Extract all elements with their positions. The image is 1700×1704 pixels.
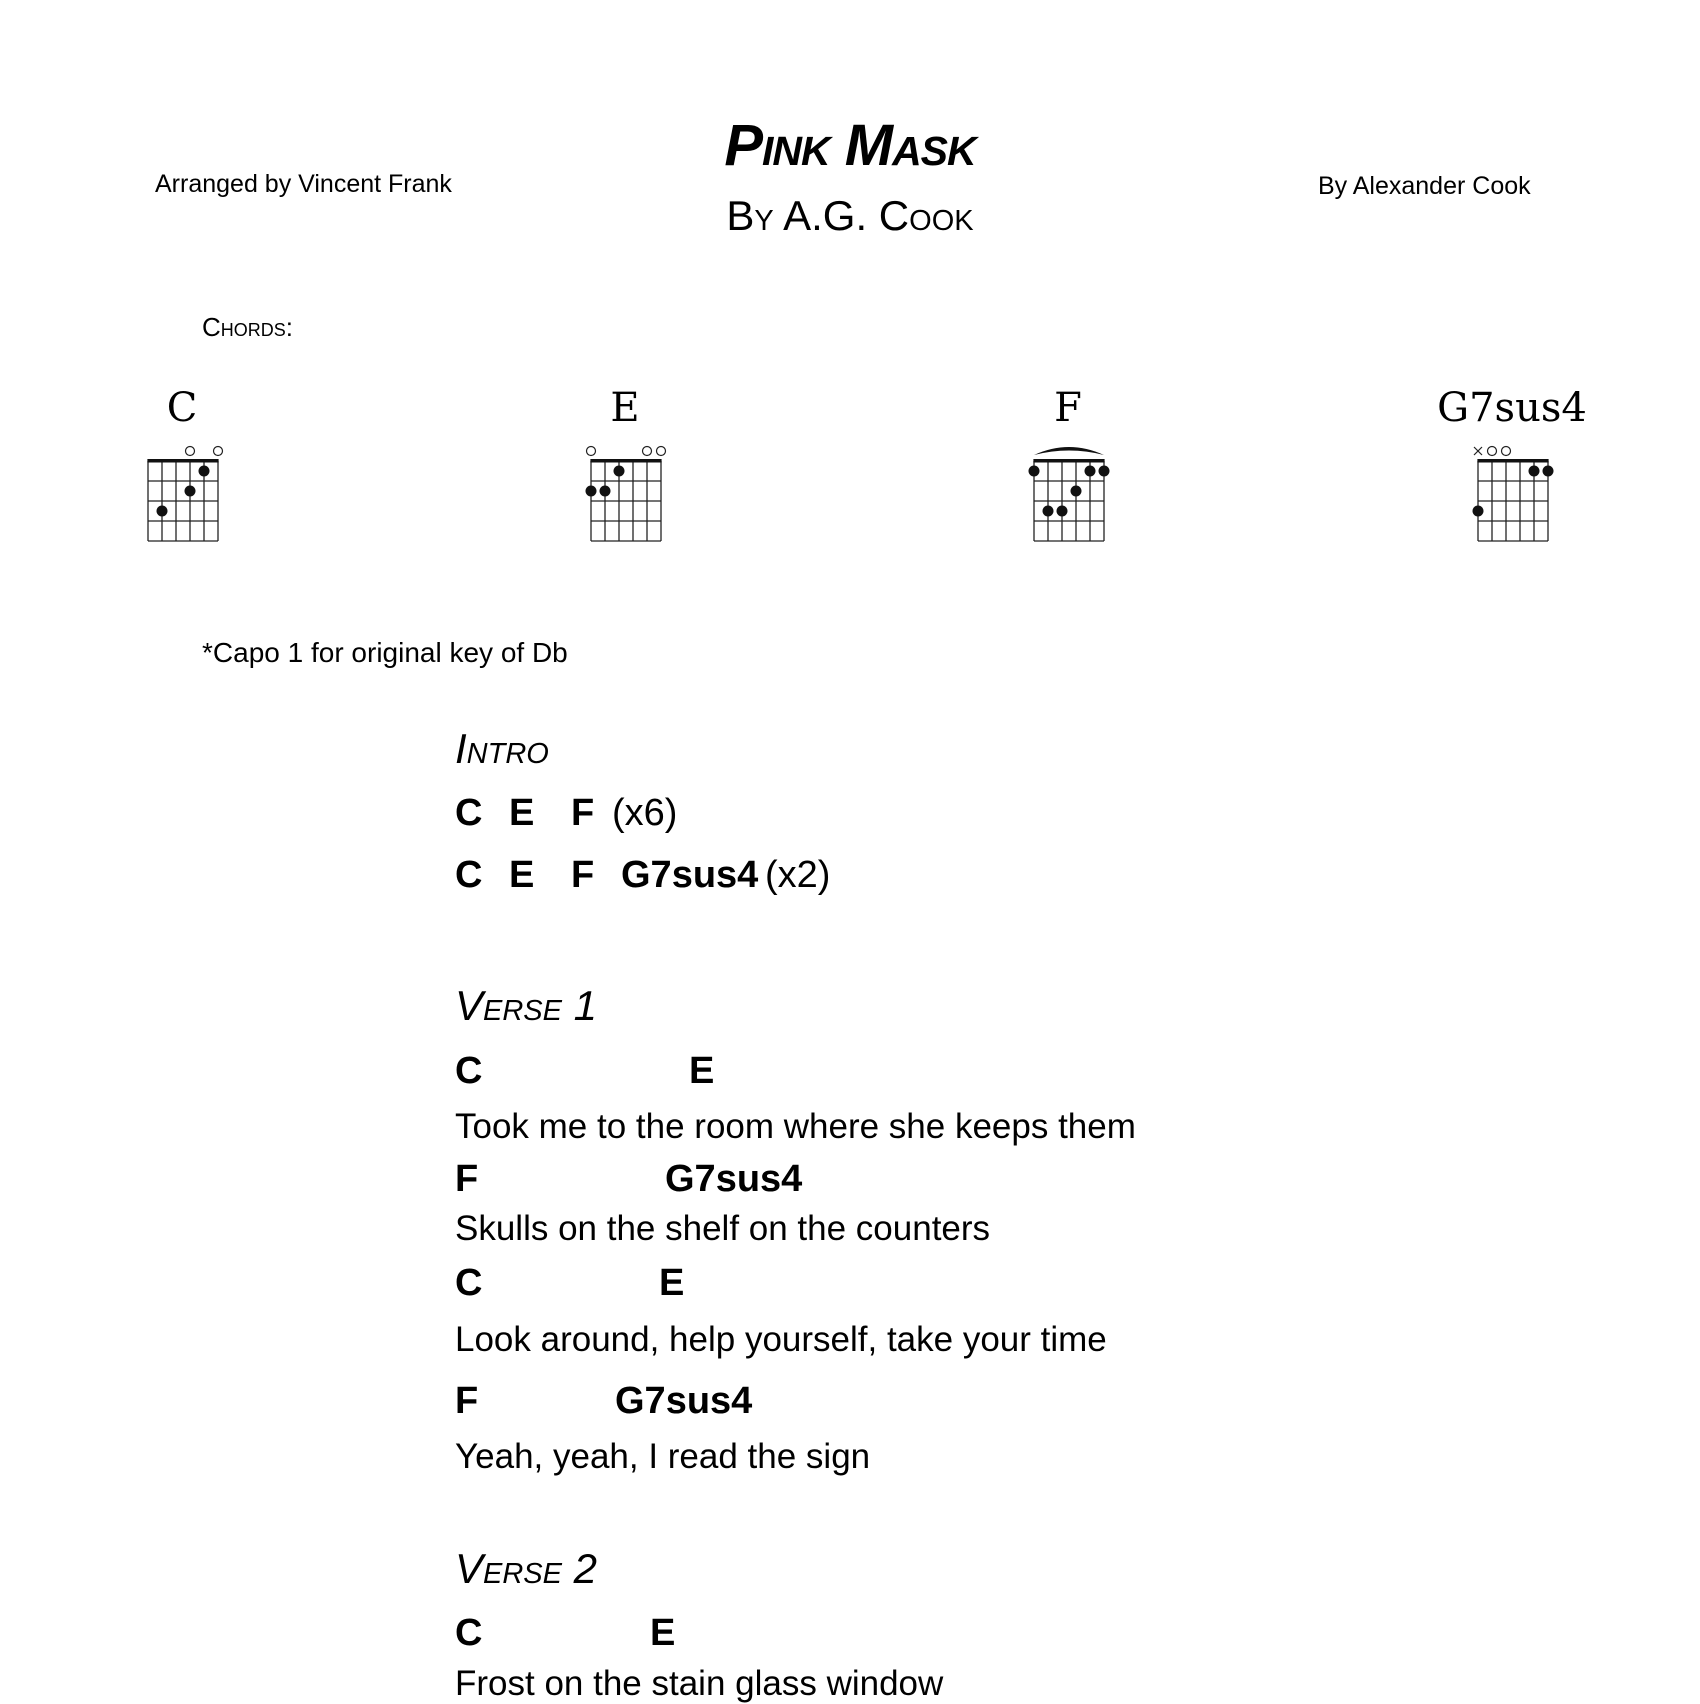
finger-dot <box>1099 466 1110 477</box>
finger-dot <box>1043 506 1054 517</box>
chord: F <box>455 1158 479 1200</box>
nut <box>147 459 218 463</box>
finger-dot <box>1473 506 1484 517</box>
nut <box>590 459 661 463</box>
lyric-line: Frost on the stain glass window <box>455 1664 944 1703</box>
chord: E <box>659 1262 685 1304</box>
chord: C <box>455 792 483 834</box>
finger-dot <box>1029 466 1040 477</box>
chord-name: E <box>610 385 640 431</box>
chord: E <box>509 792 535 834</box>
lyric-line: Look around, help yourself, take your time <box>455 1320 1107 1359</box>
nut <box>1477 459 1548 463</box>
chord: G7sus4 <box>621 854 759 896</box>
finger-dot <box>1071 486 1082 497</box>
chord: F <box>455 1380 479 1422</box>
arranger-credit: Arranged by Vincent Frank <box>155 170 452 198</box>
finger-dot <box>614 466 625 477</box>
song-title: Pink Mask <box>724 113 976 178</box>
open-string-marker <box>657 447 666 456</box>
chord-name: F <box>1054 385 1082 431</box>
open-string-marker <box>1488 447 1497 456</box>
chord-name: C <box>166 385 198 431</box>
finger-dot <box>600 486 611 497</box>
fretboard-f <box>988 433 1148 553</box>
finger-dot <box>185 486 196 497</box>
repeat-count: (x6) <box>612 792 678 834</box>
chord: C <box>455 1262 483 1304</box>
finger-dot <box>1543 466 1554 477</box>
section-heading-verse-1: Verse 1 <box>455 982 598 1029</box>
chord: C <box>455 1612 483 1654</box>
finger-dot <box>1085 466 1096 477</box>
section-heading-intro: Intro <box>455 725 549 772</box>
open-string-marker <box>186 447 195 456</box>
chord: E <box>650 1612 676 1654</box>
capo-note: *Capo 1 for original key of Db <box>202 637 568 668</box>
finger-dot <box>1057 506 1068 517</box>
chord: G7sus4 <box>665 1158 803 1200</box>
author-credit: By Alexander Cook <box>1318 172 1531 200</box>
chord: G7sus4 <box>615 1380 753 1422</box>
finger-dot <box>1529 466 1540 477</box>
open-string-marker <box>214 447 223 456</box>
barre-arc <box>1034 447 1104 455</box>
finger-dot <box>199 466 210 477</box>
chord: E <box>689 1050 715 1092</box>
lyric-line: Took me to the room where she keeps them <box>455 1107 1136 1146</box>
chord: F <box>571 792 595 834</box>
chord: C <box>455 1050 483 1092</box>
chords-label: Chords: <box>202 312 294 342</box>
lyric-line: Yeah, yeah, I read the sign <box>455 1437 871 1476</box>
nut <box>1033 459 1104 463</box>
open-string-marker <box>643 447 652 456</box>
chord-name: G7sus4 <box>1437 385 1587 431</box>
chord: E <box>509 854 535 896</box>
fretboard-e <box>545 433 705 553</box>
open-string-marker <box>1502 447 1511 456</box>
fretboard-g7sus4 <box>1432 433 1592 553</box>
song-byline: By A.G. Cook <box>726 192 974 239</box>
finger-dot <box>157 506 168 517</box>
fretboard-c <box>102 433 262 553</box>
finger-dot <box>586 486 597 497</box>
repeat-count: (x2) <box>765 854 831 896</box>
chord: F <box>571 854 595 896</box>
section-heading-verse-2: Verse 2 <box>455 1545 598 1592</box>
lyric-line: Skulls on the shelf on the counters <box>455 1209 991 1248</box>
open-string-marker <box>587 447 596 456</box>
chord: C <box>455 854 483 896</box>
